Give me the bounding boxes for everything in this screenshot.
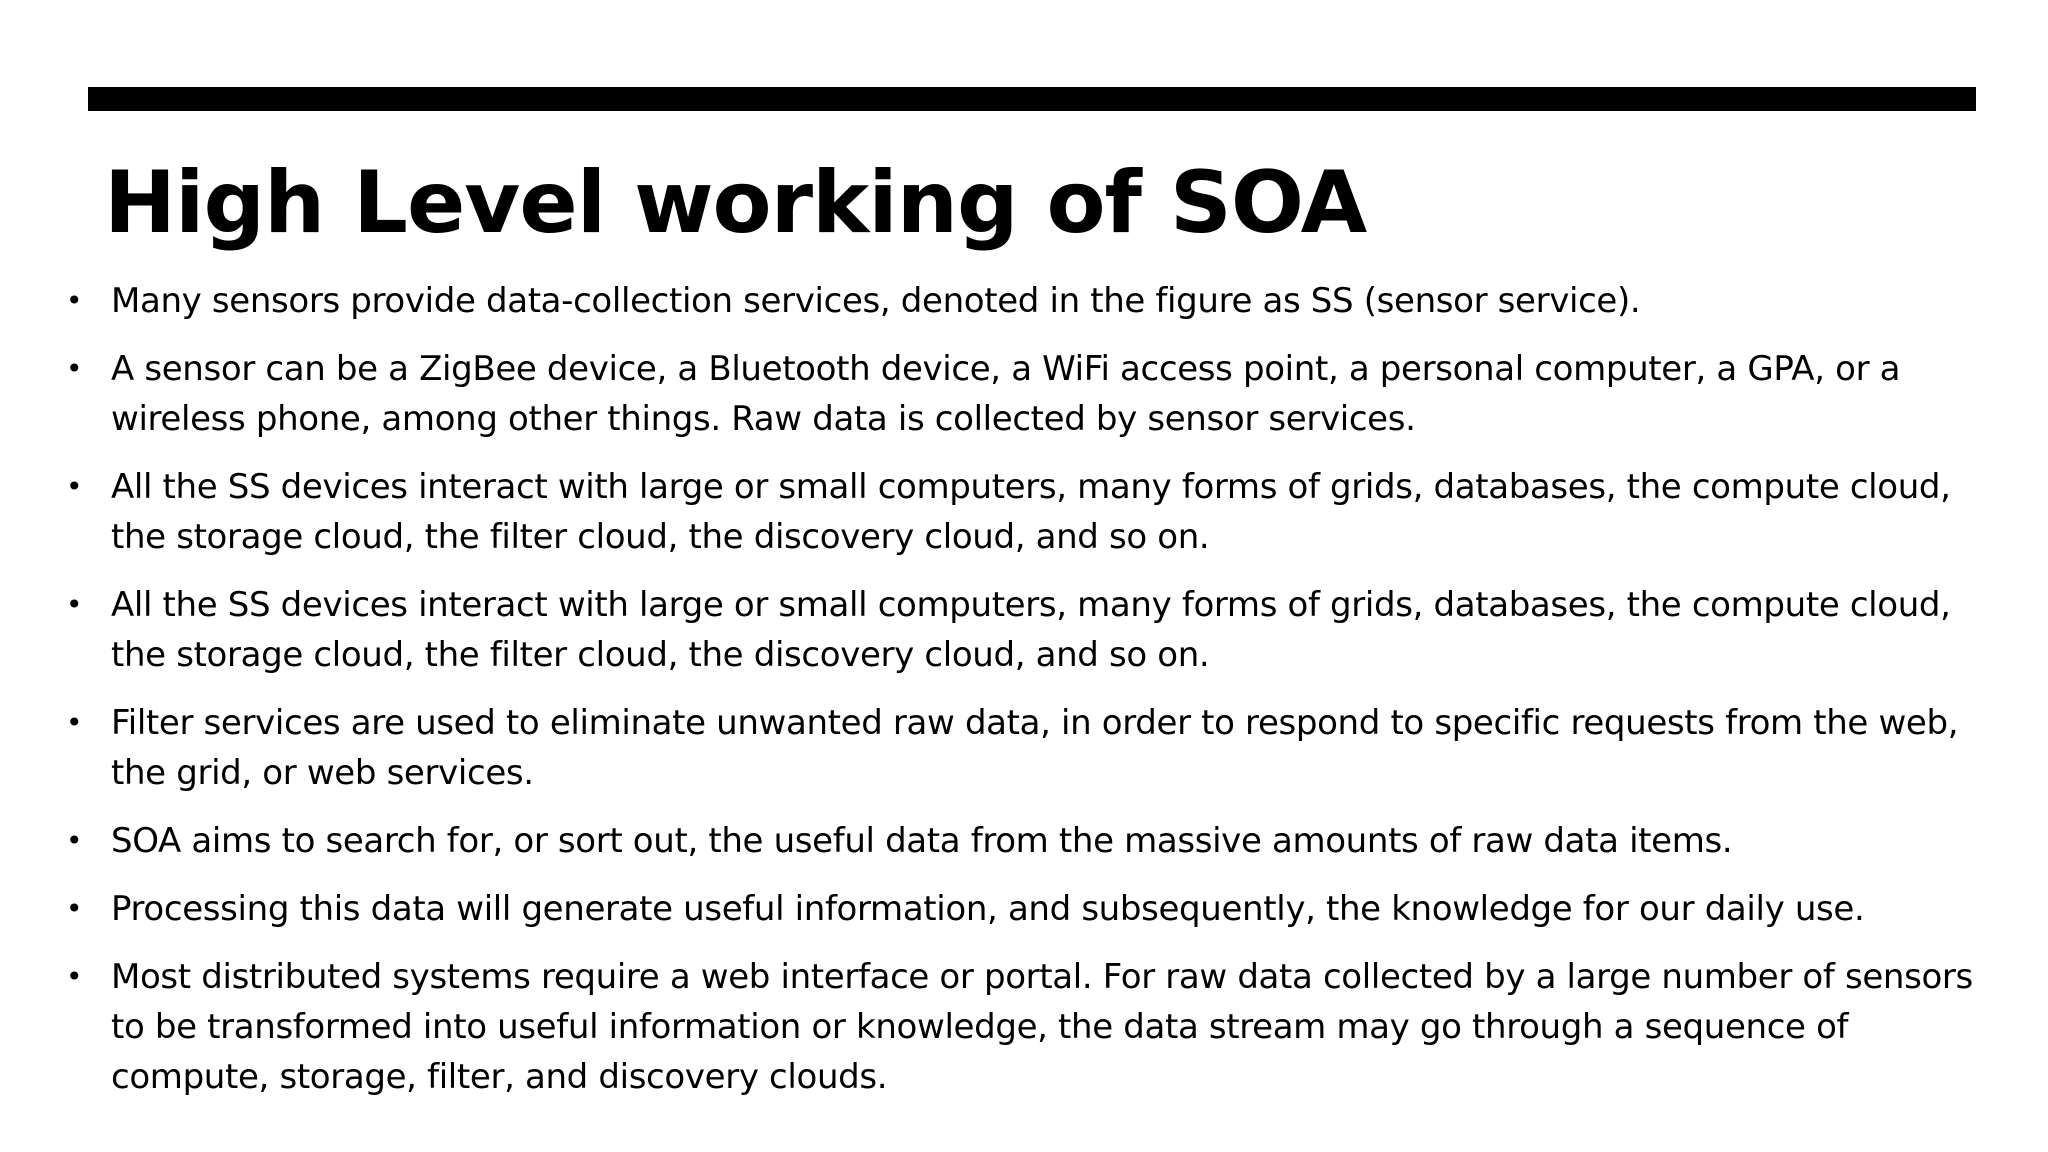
bullet-dot-icon: • (66, 470, 83, 503)
bullet-dot-icon: • (66, 960, 83, 993)
bullet-item (62, 344, 1992, 444)
bullet-text: Many sensors provide data-collection services, denoted in the figure as SS (sensor service). (111, 281, 1641, 321)
slide-title: High Level working of SOA (104, 153, 1367, 253)
bullet-text: SOA aims to search for, or sort out, the useful data from the massive amounts of raw data items. (111, 821, 1733, 861)
bullet-dot-icon: • (66, 352, 83, 385)
bullet-item (62, 462, 1992, 562)
bullet-text: Processing this data will generate useful information, and subsequently, the knowledge for our daily use. (111, 889, 1865, 929)
bullet-text: Filter services are used to eliminate unwanted raw data, in order to respond to specific requests from the web, the grid, or web services. (111, 703, 1959, 793)
bullet-dot-icon: • (66, 284, 83, 317)
bullet-dot-icon: • (66, 706, 83, 739)
bullet-dot-icon: • (66, 824, 83, 857)
bullet-dot-icon: • (66, 588, 83, 621)
bullet-text: All the SS devices interact with large or small computers, many forms of grids, databases, the compute cloud, the storage cloud, the filter cloud, the discovery cloud, and so on. (111, 585, 1951, 675)
bullet-item (62, 276, 1992, 326)
bullet-item (62, 952, 1992, 1102)
bullet-dot-icon: • (66, 892, 83, 925)
bullet-text: A sensor can be a ZigBee device, a Bluetooth device, a WiFi access point, a personal computer, a GPA, or a wireless phone, among other things. Raw data is collected by sensor services. (111, 349, 1901, 439)
bullet-list (62, 276, 1992, 1120)
bullet-item (62, 698, 1992, 798)
bullet-item (62, 580, 1992, 680)
bullet-item (62, 816, 1992, 866)
title-accent-bar (88, 87, 1976, 111)
bullet-item (62, 884, 1992, 934)
bullet-text: All the SS devices interact with large or small computers, many forms of grids, databases, the compute cloud, the storage cloud, the filter cloud, the discovery cloud, and so on. (111, 467, 1951, 557)
bullet-text: Most distributed systems require a web interface or portal. For raw data collected by a large number of sensors to be transformed into useful information or knowledge, the data stream may go through a sequence of compute, storage, filter, and discovery clouds. (111, 957, 1973, 1097)
